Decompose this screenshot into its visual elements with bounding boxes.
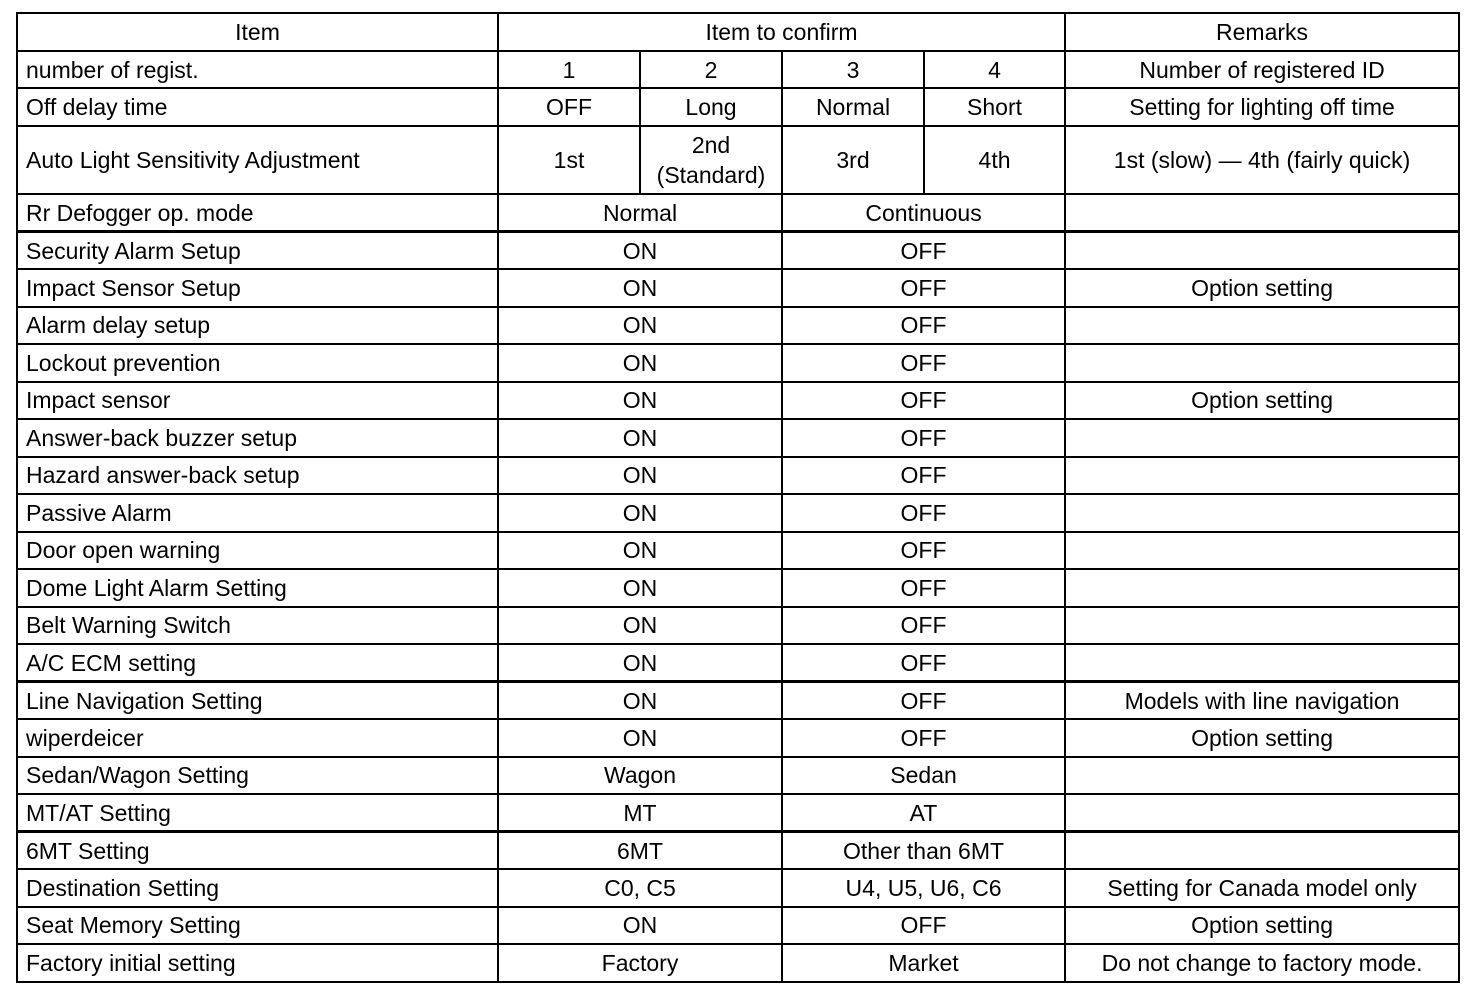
row-label: Dome Light Alarm Setting — [17, 569, 498, 607]
header-row — [17, 13, 1459, 51]
option-4: Short — [924, 88, 1065, 126]
option-a: ON — [498, 569, 782, 607]
option-1: OFF — [498, 88, 640, 126]
option-1: 1st — [498, 126, 640, 194]
table-row — [17, 419, 1459, 457]
row-label: Rr Defogger op. mode — [17, 194, 498, 232]
table-row — [17, 907, 1459, 945]
row-label: Line Navigation Setting — [17, 682, 498, 720]
option-3: 3 — [782, 51, 924, 88]
option-b: Continuous — [782, 194, 1065, 232]
option-1: 1 — [498, 51, 640, 88]
row-label: A/C ECM setting — [17, 644, 498, 682]
row-remark — [1065, 644, 1459, 682]
option-a: Factory — [498, 944, 782, 982]
row-label: 6MT Setting — [17, 832, 498, 870]
option-3: Normal — [782, 88, 924, 126]
row-remark — [1065, 832, 1459, 870]
option-a: ON — [498, 232, 782, 270]
option-b: Market — [782, 944, 1065, 982]
option-2-line-2: (Standard) — [656, 162, 766, 188]
table-row — [17, 269, 1459, 307]
row-label: Security Alarm Setup — [17, 232, 498, 270]
table-row — [17, 457, 1459, 495]
option-a: Wagon — [498, 757, 782, 795]
table-row — [17, 794, 1459, 832]
option-a: C0, C5 — [498, 869, 782, 907]
option-2 — [640, 126, 782, 194]
option-b: OFF — [782, 344, 1065, 382]
table-row — [17, 719, 1459, 757]
table-row — [17, 382, 1459, 420]
option-a: ON — [498, 907, 782, 945]
option-b: OFF — [782, 382, 1065, 420]
row-label: Alarm delay setup — [17, 307, 498, 345]
row-label: Answer-back buzzer setup — [17, 419, 498, 457]
option-b: OFF — [782, 269, 1065, 307]
option-3: 3rd — [782, 126, 924, 194]
row-remark — [1065, 794, 1459, 832]
table-row — [17, 944, 1459, 982]
row-label: Sedan/Wagon Setting — [17, 757, 498, 795]
option-a: ON — [498, 719, 782, 757]
row-label: Passive Alarm — [17, 494, 498, 532]
header-item-to-confirm: Item to confirm — [498, 13, 1065, 51]
header-remarks: Remarks — [1065, 13, 1459, 51]
row-label: Belt Warning Switch — [17, 607, 498, 645]
table-row — [17, 569, 1459, 607]
option-b: OFF — [782, 307, 1065, 345]
row-remark — [1065, 194, 1459, 232]
row-remark: Setting for Canada model only — [1065, 869, 1459, 907]
settings-table — [16, 12, 1460, 983]
option-a: ON — [498, 607, 782, 645]
row-label: wiperdeicer — [17, 719, 498, 757]
option-a: ON — [498, 644, 782, 682]
table-row — [17, 307, 1459, 345]
option-b: AT — [782, 794, 1065, 832]
option-b: Other than 6MT — [782, 832, 1065, 870]
option-b: OFF — [782, 457, 1065, 495]
table-row — [17, 682, 1459, 720]
table-row — [17, 832, 1459, 870]
option-b: OFF — [782, 607, 1065, 645]
row-label: Factory initial setting — [17, 944, 498, 982]
row-label: Hazard answer-back setup — [17, 457, 498, 495]
row-label: Lockout prevention — [17, 344, 498, 382]
row-label: Seat Memory Setting — [17, 907, 498, 945]
table-row — [17, 51, 1459, 88]
option-a: ON — [498, 307, 782, 345]
header-item: Item — [17, 13, 498, 51]
table-row — [17, 88, 1459, 126]
table-row — [17, 126, 1459, 194]
row-remark: Option setting — [1065, 719, 1459, 757]
row-remark: Option setting — [1065, 269, 1459, 307]
row-remark — [1065, 232, 1459, 270]
table-row — [17, 494, 1459, 532]
option-b: OFF — [782, 232, 1065, 270]
option-a: ON — [498, 457, 782, 495]
row-remark — [1065, 494, 1459, 532]
row-remark: Option setting — [1065, 382, 1459, 420]
option-b: Sedan — [782, 757, 1065, 795]
row-label: MT/AT Setting — [17, 794, 498, 832]
option-b: OFF — [782, 419, 1065, 457]
row-label: Door open warning — [17, 532, 498, 570]
option-b: OFF — [782, 907, 1065, 945]
row-label: Destination Setting — [17, 869, 498, 907]
option-2-line-1: 2nd — [691, 132, 731, 158]
option-a: ON — [498, 344, 782, 382]
row-remark — [1065, 607, 1459, 645]
row-remark — [1065, 532, 1459, 570]
row-remark: Number of registered ID — [1065, 51, 1459, 88]
option-b: OFF — [782, 532, 1065, 570]
row-remark — [1065, 457, 1459, 495]
table-row — [17, 532, 1459, 570]
row-remark: 1st (slow) — 4th (fairly quick) — [1065, 126, 1459, 194]
option-a: ON — [498, 382, 782, 420]
option-a: ON — [498, 494, 782, 532]
row-label: number of regist. — [17, 51, 498, 88]
row-remark — [1065, 757, 1459, 795]
option-2: 2 — [640, 51, 782, 88]
row-remark: Option setting — [1065, 907, 1459, 945]
table-row — [17, 607, 1459, 645]
option-a: ON — [498, 532, 782, 570]
option-b: U4, U5, U6, C6 — [782, 869, 1065, 907]
table-row — [17, 344, 1459, 382]
option-2: Long — [640, 88, 782, 126]
row-label: Impact Sensor Setup — [17, 269, 498, 307]
row-label: Impact sensor — [17, 382, 498, 420]
option-a: ON — [498, 419, 782, 457]
row-remark — [1065, 307, 1459, 345]
option-b: OFF — [782, 569, 1065, 607]
row-label: Auto Light Sensitivity Adjustment — [17, 126, 498, 194]
option-b: OFF — [782, 494, 1065, 532]
table-row — [17, 194, 1459, 232]
table-row — [17, 757, 1459, 795]
option-a: 6MT — [498, 832, 782, 870]
option-a: Normal — [498, 194, 782, 232]
option-4: 4th — [924, 126, 1065, 194]
option-b: OFF — [782, 682, 1065, 720]
row-remark — [1065, 419, 1459, 457]
row-label: Off delay time — [17, 88, 498, 126]
table-row — [17, 232, 1459, 270]
row-remark: Setting for lighting off time — [1065, 88, 1459, 126]
table-row — [17, 869, 1459, 907]
row-remark: Do not change to factory mode. — [1065, 944, 1459, 982]
table-row — [17, 644, 1459, 682]
row-remark — [1065, 344, 1459, 382]
row-remark — [1065, 569, 1459, 607]
option-b: OFF — [782, 644, 1065, 682]
option-a: ON — [498, 682, 782, 720]
row-remark: Models with line navigation — [1065, 682, 1459, 720]
option-4: 4 — [924, 51, 1065, 88]
option-a: MT — [498, 794, 782, 832]
option-a: ON — [498, 269, 782, 307]
option-b: OFF — [782, 719, 1065, 757]
